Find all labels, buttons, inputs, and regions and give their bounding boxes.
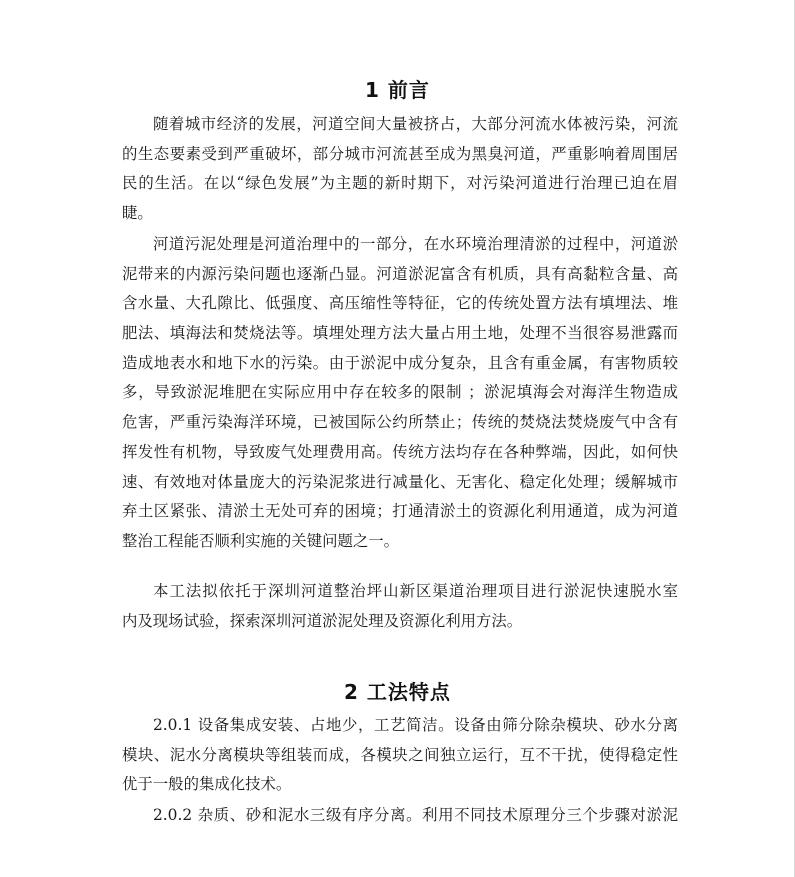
section-1-paragraph-2 bbox=[122, 230, 678, 557]
text-line: 河道污泥处理是河道治理中的一部分，在水环境治理清淤的过程中，河道淤 bbox=[153, 235, 678, 253]
text-line: 泥带来的内源污染问题也逐渐凸显。河道淤泥富含有机质，具有高黏粒含量、高 bbox=[122, 264, 678, 283]
text-line: 内及现场试验，探索深圳河道淤泥处理及资源化利用方法。 bbox=[122, 611, 523, 630]
text-line: 危害，严重污染海洋环境，已被国际公约所禁止；传统的焚烧法焚烧废气中含有 bbox=[122, 413, 678, 432]
text-line: 肥法、填海法和焚烧法等。填埋处理方法大量占用土地，处理不当很容易泄露而 bbox=[122, 324, 678, 343]
text-line: 睫。 bbox=[122, 204, 153, 223]
text-line: 2.0.1 设备集成安装、占地少，工艺简洁。设备由筛分除杂模块、砂水分离 bbox=[153, 716, 678, 734]
text-line: 优于一般的集成化技术。 bbox=[122, 775, 292, 794]
text-line: 多，导致淤泥堆肥在实际应用中存在较多的限制 ；淤泥填海会对海洋生物造成 bbox=[122, 383, 678, 402]
section-1-paragraph-3 bbox=[122, 577, 678, 636]
text-line: 随着城市经济的发展，河道空间大量被挤占，大部分河流水体被污染，河流 bbox=[153, 115, 678, 133]
text-line: 整治工程能否顺利实施的关键问题之一。 bbox=[122, 531, 400, 550]
section-2-paragraph-2 bbox=[122, 801, 678, 831]
text-line: 挥发性有机物，导致废气处理费用高。传统方法均存在各种弊端，因此，如何快 bbox=[122, 442, 678, 461]
text-line: 含水量、大孔隙比、低强度、高压缩性等特征，它的传统处置方法有填埋法、堆 bbox=[122, 294, 678, 313]
text-line: 弃土区紧张、清淤土无处可弃的困境；打通清淤土的资源化利用通道，成为河道 bbox=[122, 502, 678, 521]
text-line: 2.0.2 杂质、砂和泥水三级有序分离。利用不同技术原理分三个步骤对淤泥 bbox=[153, 806, 678, 824]
section-2-paragraph-1 bbox=[122, 711, 678, 800]
section-1-paragraph-1 bbox=[122, 110, 678, 229]
text-line: 的生态要素受到严重破坏，部分城市河流甚至成为黑臭河道，严重影响着周围居 bbox=[122, 144, 678, 163]
text-line: 本工法拟依托于深圳河道整治坪山新区渠道治理项目进行淤泥快速脱水室 bbox=[153, 582, 678, 600]
text-line: 造成地表水和地下水的污染。由于淤泥中成分复杂，且含有重金属，有害物质较 bbox=[122, 353, 678, 372]
section-1-heading: 1 前言 bbox=[365, 78, 430, 102]
text-line: 速、有效地对体量庞大的污染泥浆进行减量化、无害化、稳定化处理；缓解城市 bbox=[122, 472, 678, 491]
text-line: 模块、泥水分离模块等组装而成，各模块之间独立运行，互不干扰，使得稳定性 bbox=[122, 745, 678, 764]
section-2-heading: 2 工法特点 bbox=[344, 680, 451, 704]
text-line: 民的生活。在以“绿色发展”为主题的新时期下，对污染河道进行治理已迫在眉 bbox=[122, 174, 678, 193]
